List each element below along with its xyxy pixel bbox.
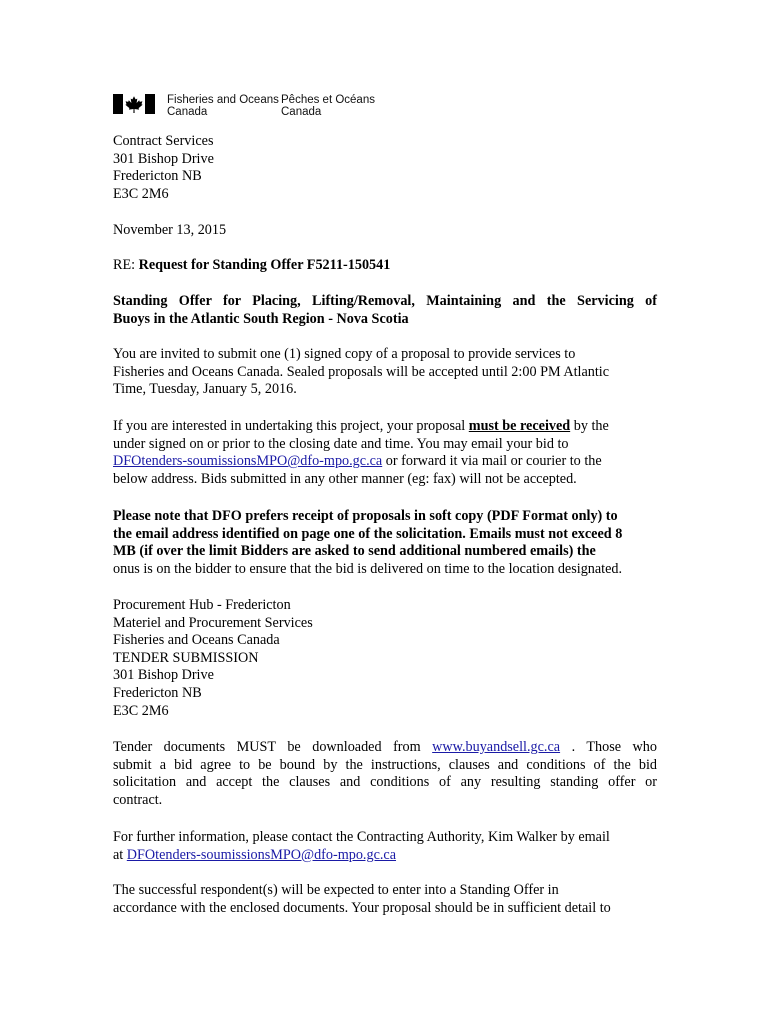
dept-fr-line-1: Pêches et Océans xyxy=(281,94,375,106)
canada-flag-icon xyxy=(113,94,155,114)
para4-line-1 xyxy=(113,739,657,757)
para6-line-1: The successful respondent(s) will be expected to enter into a Standing Offer in xyxy=(113,882,559,898)
para2-line-1-end: by the xyxy=(570,418,609,434)
title-line-2: Buoys in the Atlantic South Region - Nova Scotia xyxy=(113,310,409,327)
department-signature xyxy=(113,94,375,122)
re-line-text xyxy=(113,257,657,275)
para3-line-1: Please note that DFO prefers receipt of proposals in soft copy (PDF Format only) to xyxy=(113,508,618,524)
paragraph-standing-offer xyxy=(113,882,657,917)
para5-line-2 xyxy=(113,847,657,865)
para4-line-1-end: . Those who xyxy=(560,739,657,755)
para2-line-1 xyxy=(113,418,657,436)
sender-line-4: E3C 2M6 xyxy=(113,185,169,202)
para3-line-4: onus is on the bidder to ensure that the bid is delivered on time to the location designated. xyxy=(113,560,623,577)
para2-line-3-rest: or forward it via mail or courier to the xyxy=(382,453,602,470)
address-line-6: Fredericton NB xyxy=(113,684,202,701)
sender-line-2: 301 Bishop Drive xyxy=(113,150,214,167)
address-line-1: Procurement Hub - Fredericton xyxy=(113,597,291,613)
tender-email-link[interactable]: DFOtenders-soumissionsMPO@dfo-mpo.gc.ca xyxy=(113,453,383,470)
para4-line-3: solicitation and accept the clauses and conditions of any resulting standing offer or xyxy=(113,774,657,791)
paragraph-soft-copy-notice xyxy=(113,508,657,578)
letter-title xyxy=(113,293,657,328)
para1-line-3: Time, Tuesday, January 5, 2016. xyxy=(113,381,297,398)
para6-line-2: accordance with the enclosed documents. Your proposal should be in sufficient detail to xyxy=(113,899,611,916)
address-line-3: Fisheries and Oceans Canada xyxy=(113,632,280,649)
department-name-french xyxy=(281,94,375,118)
address-line-7: E3C 2M6 xyxy=(113,702,169,719)
para3-line-2: the email address identified on page one of the solicitation. Emails must not exceed 8 xyxy=(113,525,623,542)
dept-en-line-2: Canada xyxy=(167,106,208,118)
department-name-english xyxy=(167,94,281,118)
re-subject: Request for Standing Offer F5211-150541 xyxy=(138,257,391,273)
buyandsell-link[interactable]: www.buyandsell.gc.ca xyxy=(432,739,561,755)
must-be-received-emphasis: must be received xyxy=(468,418,571,434)
contact-email-link[interactable]: DFOtenders-soumissionsMPO@dfo-mpo.gc.ca xyxy=(126,846,397,863)
para2-line-4: below address. Bids submitted in any other manner (eg: fax) will not be accepted. xyxy=(113,470,577,487)
para4-line-1-start: Tender documents MUST be downloaded from xyxy=(113,739,433,755)
para2-line-2: under signed on or prior to the closing date and time. You may email your bid to xyxy=(113,435,569,452)
paragraph-tender-documents xyxy=(113,739,657,809)
dept-en-line-1: Fisheries and Oceans xyxy=(167,94,279,106)
address-line-4: TENDER SUBMISSION xyxy=(113,649,259,666)
para3-line-3: MB (if over the limit Bidders are asked to send additional numbered emails) the xyxy=(113,543,596,560)
paragraph-submission xyxy=(113,418,657,488)
para5-line-1: For further information, please contact the Contracting Authority, Kim Walker by email xyxy=(113,829,610,845)
para2-line-1-start: If you are interested in undertaking this project, your proposal xyxy=(113,418,469,434)
para1-line-2: Fisheries and Oceans Canada. Sealed proposals will be accepted until 2:00 PM Atlantic xyxy=(113,363,610,380)
letter-date xyxy=(113,222,657,240)
re-line xyxy=(113,257,657,275)
para4-line-4: contract. xyxy=(113,791,163,808)
submission-address xyxy=(113,597,657,720)
dept-fr-line-2: Canada xyxy=(281,106,322,118)
sender-line-3: Fredericton NB xyxy=(113,168,202,185)
paragraph-invitation xyxy=(113,346,657,399)
para1-line-1: You are invited to submit one (1) signed copy of a proposal to provide services to xyxy=(113,346,576,362)
title-line-1: Standing Offer for Placing, Lifting/Removal, Maintaining and the Servicing of xyxy=(113,293,657,309)
sender-line-1: Contract Services xyxy=(113,133,214,149)
para2-line-3 xyxy=(113,453,657,471)
para4-line-2: submit a bid agree to be bound by the instructions, clauses and conditions of the bid xyxy=(113,756,657,773)
address-line-2: Materiel and Procurement Services xyxy=(113,614,313,631)
sender-address xyxy=(113,133,657,203)
paragraph-contact xyxy=(113,829,657,864)
address-line-5: 301 Bishop Drive xyxy=(113,667,214,684)
para5-line-2-prefix: at xyxy=(113,846,127,863)
date-text: November 13, 2015 xyxy=(113,222,227,238)
re-prefix: RE: xyxy=(113,257,139,273)
